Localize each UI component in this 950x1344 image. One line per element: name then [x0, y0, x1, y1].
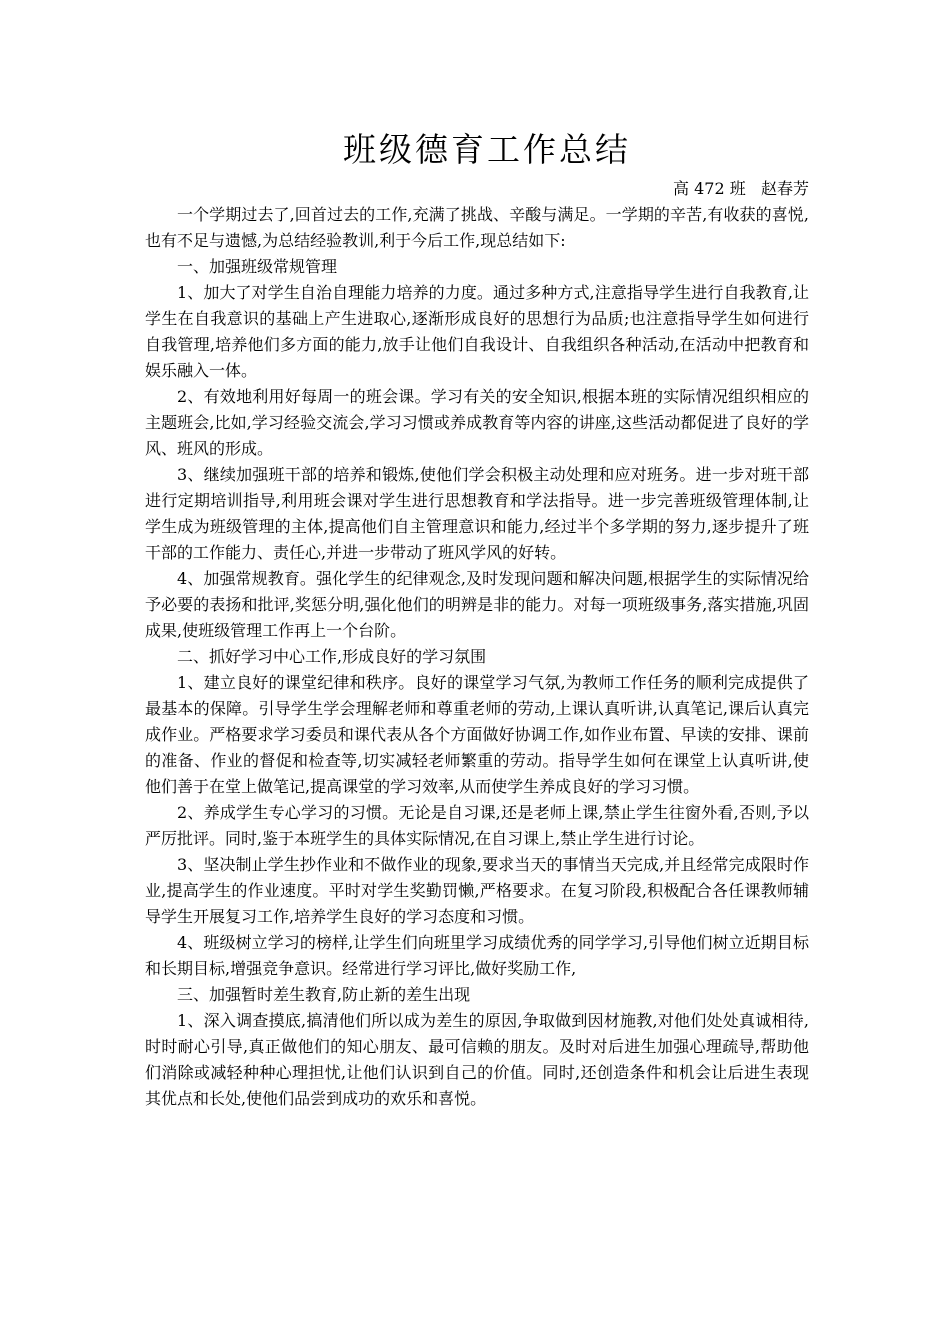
section-heading-2: 二、抓好学习中心工作,形成良好的学习氛围: [177, 647, 487, 666]
paragraph-1-2: 2、有效地利用好每周一的班会课。学习有关的安全知识,根据本班的实际情况组织相应的主题班会,比如,学习经验交流会,学习习惯或养成教育等内容的讲座,这些活动都促进了良好的学风、班风的形成。: [145, 387, 809, 458]
section-heading-1: 一、加强班级常规管理: [177, 257, 338, 276]
section-heading-3: 三、加强暂时差生教育,防止新的差生出现: [177, 985, 471, 1004]
paragraph-3-1: 1、深入调查摸底,搞清他们所以成为差生的原因,争取做到因材施教,对他们处处真诚相待,时时耐心引导,真正做他们的知心朋友、最可信赖的朋友。及时对后进生加强心理疏导,帮助他们消除或减轻种种心理担忧,让他们认识到自己的价值。同时,还创造条件和机会让后进生表现其优点和长处,使他们品尝到成功的欢乐和喜悦。: [145, 1011, 809, 1108]
document-page: [145, 128, 809, 1112]
paragraph-2-4: 4、班级树立学习的榜样,让学生们向班里学习成绩优秀的同学学习,引导他们树立近期目标和长期目标,增强竞争意识。经常进行学习评比,做好奖励工作,: [145, 933, 809, 978]
document-title: 班级德育工作总结: [343, 130, 631, 169]
intro-paragraph: 一个学期过去了,回首过去的工作,充满了挑战、辛酸与满足。一学期的辛苦,有收获的喜悦,也有不足与遗憾,为总结经验教训,利于今后工作,现总结如下:: [145, 205, 809, 250]
paragraph-1-4: 4、加强常规教育。强化学生的纪律观念,及时发现问题和解决问题,根据学生的实际情况给予必要的表扬和批评,奖惩分明,强化他们的明辨是非的能力。对每一项班级事务,落实措施,巩固成果,使班级管理工作再上一个台阶。: [145, 569, 809, 640]
paragraph-1-1: 1、加大了对学生自治自理能力培养的力度。通过多种方式,注意指导学生进行自我教育,让学生在自我意识的基础上产生进取心,逐渐形成良好的思想行为品质;也注意指导学生如何进行自我管理,培养他们多方面的能力,放手让他们自我设计、自我组织各种活动,在活动中把教育和娱乐融入一体。: [145, 283, 809, 380]
document-author: 高 472 班 赵春芳: [673, 179, 809, 198]
paragraph-2-3: 3、坚决制止学生抄作业和不做作业的现象,要求当天的事情当天完成,并且经常完成限时作业,提高学生的作业速度。平时对学生奖勤罚懒,严格要求。在复习阶段,积极配合各任课教师辅导学生开展复习工作,培养学生良好的学习态度和习惯。: [145, 855, 809, 926]
paragraph-2-2: 2、养成学生专心学习的习惯。无论是自习课,还是老师上课,禁止学生往窗外看,否则,予以严厉批评。同时,鉴于本班学生的具体实际情况,在自习课上,禁止学生进行讨论。: [145, 803, 809, 848]
paragraph-1-3: 3、继续加强班干部的培养和锻炼,使他们学会积极主动处理和应对班务。进一步对班干部进行定期培训指导,利用班会课对学生进行思想教育和学法指导。进一步完善班级管理体制,让学生成为班级管理的主体,提高他们自主管理意识和能力,经过半个多学期的努力,逐步提升了班干部的工作能力、责任心,并进一步带动了班风学风的好转。: [145, 465, 809, 562]
paragraph-2-1: 1、建立良好的课堂纪律和秩序。良好的课堂学习气氛,为教师工作任务的顺利完成提供了最基本的保障。引导学生学会理解老师和尊重老师的劳动,上课认真听讲,认真笔记,课后认真完成作业。严格要求学习委员和课代表从各个方面做好协调工作,如作业布置、早读的安排、课前的准备、作业的督促和检查等,切实减轻老师繁重的劳动。指导学生如何在课堂上认真听讲,使他们善于在堂上做笔记,提高课堂的学习效率,从而使学生养成良好的学习习惯。: [145, 673, 809, 796]
